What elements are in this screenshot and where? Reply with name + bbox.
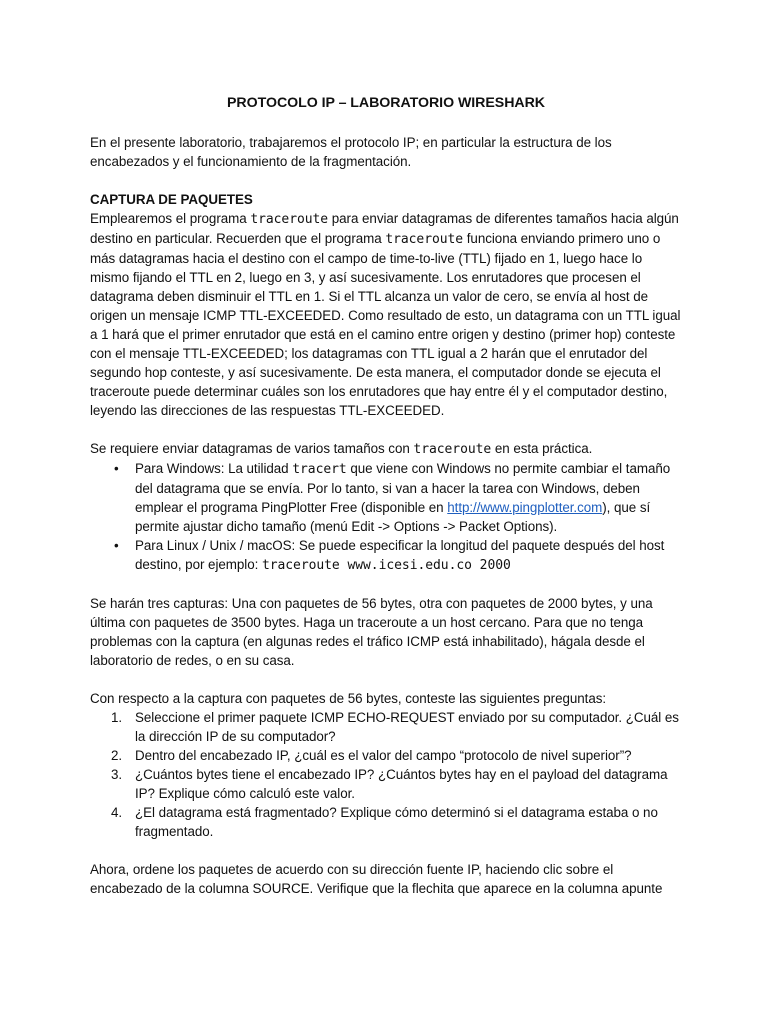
traceroute-paragraph [90, 209, 682, 420]
text-segment: Para Windows: La utilidad [135, 461, 293, 476]
text-segment: Se requiere enviar datagramas de varios tamaños con [90, 441, 414, 456]
question-item [111, 708, 682, 746]
text-segment: ), que sí permite ajustar dicho tamaño (menú Edit -> Options -> Packet Options). [135, 500, 651, 534]
document-body [90, 92, 682, 898]
question-number: 2. [111, 748, 123, 763]
question-text: Dentro del encabezado IP, ¿cuál es el valor del campo “protocolo de nivel superior”? [135, 748, 632, 763]
intro-paragraph: En el presente laboratorio, trabajaremos el protocolo IP; en particular la estructura de los encabezados y el funcionamiento de la fragmentación. [90, 135, 612, 169]
final-paragraph: Ahora, ordene los paquetes de acuerdo con su dirección fuente IP, haciendo clic sobre el encabezado de la columna SOURCE. Verifique que la flechita que aparece en la columna apunte [90, 862, 663, 896]
pingplotter-link[interactable]: http://www.pingplotter.com [447, 500, 603, 515]
platform-list [90, 459, 682, 575]
list-item-linux [135, 536, 682, 575]
questions-intro: Con respecto a la captura con paquetes de 56 bytes, conteste las siguientes preguntas: [90, 691, 607, 706]
code-traceroute: traceroute [385, 232, 464, 247]
captures-paragraph: Se harán tres capturas: Una con paquetes de 56 bytes, otra con paquetes de 2000 bytes, y una última con paquetes de 3500 bytes. Haga un traceroute a un host cercano. Para que no tenga problemas con la captura (en algunas redes el tráfico ICMP está inhabilitado), hágala desde el laboratorio de redes, o en su casa. [90, 596, 653, 668]
text-segment: en esta práctica. [491, 441, 593, 456]
question-number: 4. [111, 805, 123, 820]
question-item [111, 765, 682, 803]
question-text: Seleccione el primer paquete ICMP ECHO-REQUEST enviado por su computador. ¿Cuál es la dirección IP de su computador? [135, 710, 679, 744]
question-text: ¿Cuántos bytes tiene el encabezado IP? ¿Cuántos bytes hay en el payload del datagrama IP? Explique cómo calculó este valor. [135, 767, 668, 801]
list-item-windows [135, 459, 682, 536]
question-text: ¿El datagrama está fragmentado? Explique cómo determinó si el datagrama estaba o no fragmentado. [135, 805, 658, 839]
document-title: PROTOCOLO IP – LABORATORIO WIRESHARK [227, 95, 545, 111]
question-number: 3. [111, 767, 123, 782]
text-segment: que viene con Windows no permite cambiar el tamaño del datagrama que se envía. Por lo tanto, si van a hacer la tarea con Windows, deben emplear el programa PingPlotter Free (disponible en [135, 461, 671, 515]
text-segment: para enviar datagramas de diferentes tamaños hacia algún destino en particular. Recuerden que el programa [90, 211, 679, 246]
question-item [111, 803, 682, 841]
question-number: 1. [111, 710, 123, 725]
questions-list [90, 708, 682, 841]
code-traceroute: traceroute [250, 212, 329, 227]
sizes-paragraph [90, 439, 682, 459]
text-segment: Emplearemos el programa [90, 211, 251, 226]
question-item [111, 746, 682, 765]
section-heading: CAPTURA DE PAQUETES [90, 192, 253, 207]
text-segment: funciona enviando primero uno o más datagramas hacia el destino con el campo de time-to-live (TTL) fijado en 1, luego hace lo mismo fijando el TTL en 2, luego en 3, y así sucesivamente. Los enrutadores que procesen el datagrama deben disminuir el TTL en 1. Si el TTL alcanza un valor de cero, se envía al host de origen un mensaje ICMP TTL-EXCEEDED. Como resultado de esto, un datagrama con un TTL igual a 1 hará que el primer enrutador que está en el camino entre origen y destino (primer hop) conteste con el mensaje TTL-EXCEEDED; los datagramas con TTL igual a 2 harán que el enrutador del segundo hop conteste, y así sucesivamente. De esta manera, el computador donde se ejecuta el traceroute puede determinar cuáles son los enrutadores que hay entre él y el computador destino, leyendo las direcciones de las respuestas TTL-EXCEEDED. [90, 231, 681, 418]
text-segment: Para Linux / Unix / macOS: Se puede especificar la longitud del paquete después del host destino, por ejemplo: [135, 538, 665, 572]
code-tracert: tracert [292, 462, 347, 477]
code-traceroute: traceroute [413, 442, 492, 457]
code-traceroute-example: traceroute www.icesi.edu.co 2000 [261, 558, 511, 573]
